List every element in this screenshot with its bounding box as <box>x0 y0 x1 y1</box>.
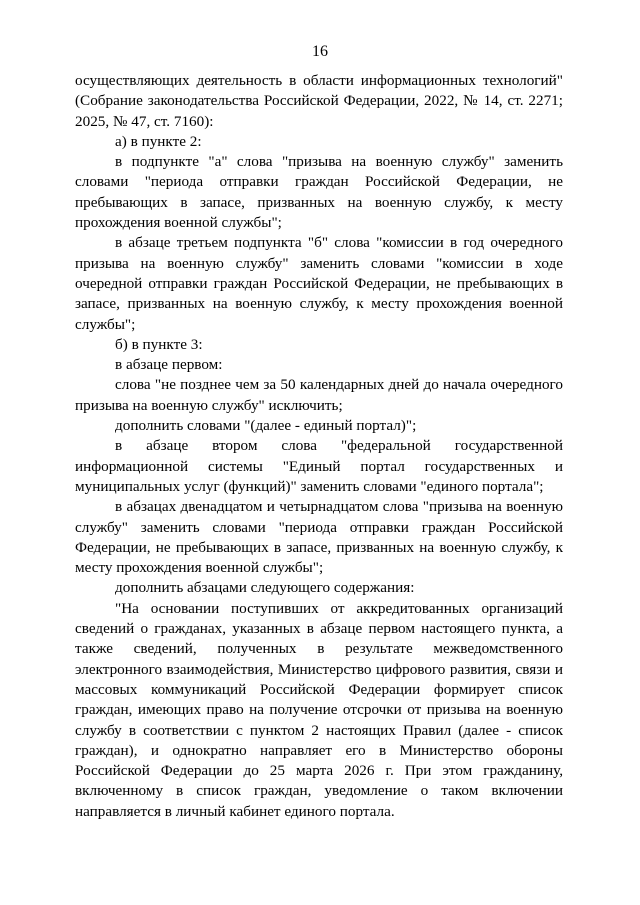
paragraph-intro-continuation: осуществляющих деятельность в области информационных технологий" (Собрание законодательства Российской Федерации, 2022, № 14, ст. 2271; 2025, № 47, ст. 7160): <box>75 72 563 130</box>
paragraph-add-words: дополнить словами "(далее - единый портал)"; <box>115 417 417 435</box>
paragraph-first-abzac: в абзаце первом: <box>115 356 223 374</box>
paragraph-subitem-a-amendment: в подпункте "а" слова "призыва на военную службу" заменить словами "периода отправки граждан Российской Федерации, не пребывающих в запасе, призванных на военную службу, к месту прохождения военной службы"; <box>75 153 563 232</box>
paragraph-second-abzac: в абзаце втором слова "федеральной государственной информационной системы "Единый портал государственных и муниципальных услуг (функций)" заменить словами "единого портала"; <box>75 437 563 495</box>
document-body <box>75 71 563 822</box>
paragraph-item-a: а) в пункте 2: <box>115 132 202 150</box>
paragraph-exclude-words: слова "не позднее чем за 50 календарных дней до начала очередного призыва на военную службу" исключить; <box>75 376 563 414</box>
page-number: 16 <box>312 43 328 60</box>
paragraph-subitem-b-amendment: в абзаце третьем подпункта "б" слова "комиссии в год очередного призыва на военную службу" заменить словами "комиссии в ходе очередной отправки граждан Российской Федерации, не пребывающих в запасе, призванных на военную службу, к месту прохождения военной службы"; <box>75 234 563 333</box>
paragraph-add-abzacs: дополнить абзацами следующего содержания: <box>115 579 415 597</box>
paragraph-item-b: б) в пункте 3: <box>115 335 203 353</box>
paragraph-new-text: "На основании поступивших от аккредитованных организаций сведений о гражданах, указанных в абзаце первом настоящего пункта, а также сведений, полученных в результате межведомственного электронного взаимодействия, Министерство цифрового развития, связи и массовых коммуникаций Российской Федерации формирует список граждан, имеющих право на получение отсрочки от призыва на военную службу в соответствии с пунктом 2 настоящих Правил (далее - список граждан), и однократно направляет его в Министерство обороны Российской Федерации до 25 марта 2026 г. При этом гражданину, включенному в список граждан, уведомление о таком включении направляется в личный кабинет единого портала. <box>75 599 563 820</box>
paragraph-twelfth-fourteenth-abzac: в абзацах двенадцатом и четырнадцатом слова "призыва на военную службу" заменить словами "периода отправки граждан Российской Федерации, не пребывающих в запасе, призванных на военную службу, к месту прохождения военной службы"; <box>75 498 563 577</box>
